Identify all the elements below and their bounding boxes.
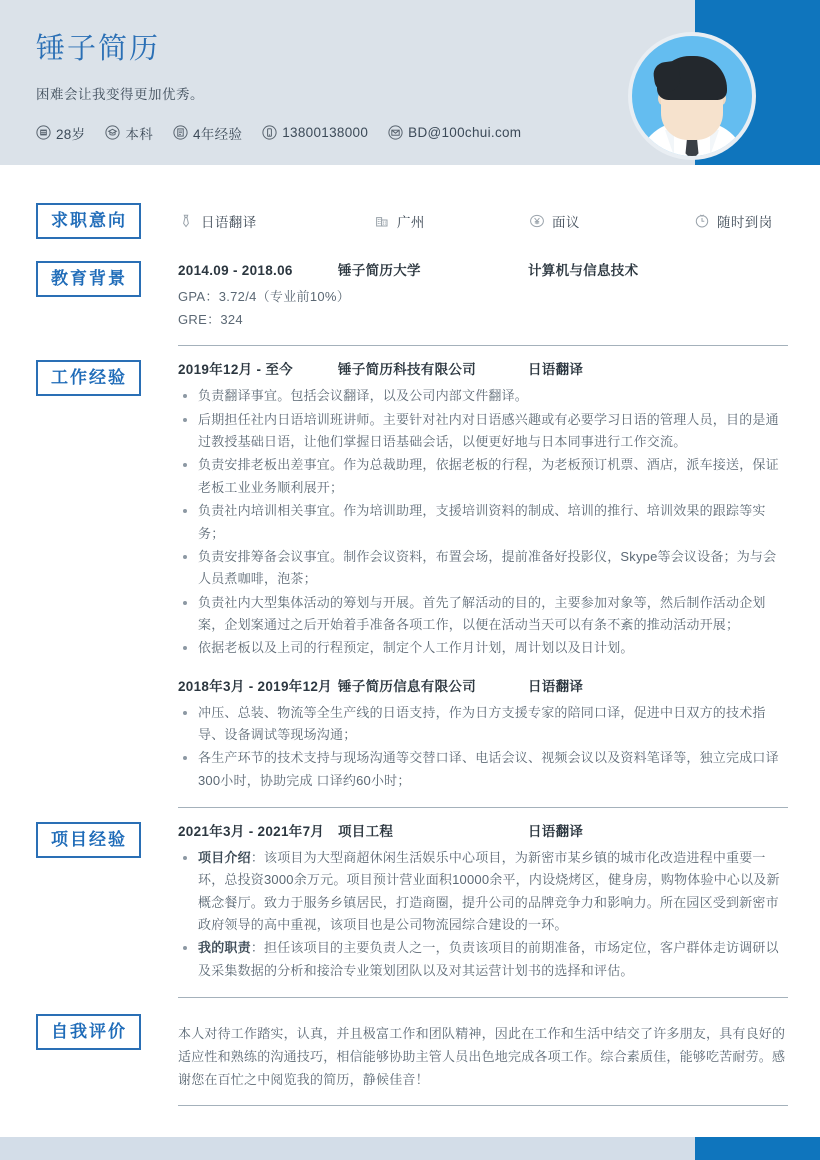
mail-icon — [388, 125, 403, 140]
document-icon — [173, 125, 188, 140]
project-date: 2021年3月 - 2021年7月 — [178, 824, 325, 840]
meta-experience-label: 4年经验 — [193, 126, 243, 142]
project-name: 项目工程 — [338, 824, 394, 840]
clock-icon — [694, 213, 710, 229]
meta-item-email — [388, 125, 521, 140]
list-item: 各生产环节的技术支持与现场沟通等交替口译、电话会议、视频会议以及资料笔译等，独立完成口译300小时，协助完成 口译约60小时； — [178, 747, 788, 792]
meta-degree-label: 本科 — [125, 126, 154, 142]
intent-item-city — [374, 211, 529, 231]
page-title: 锤子简历 — [36, 33, 161, 65]
intent-position-label: 日语翻译 — [201, 215, 257, 230]
list-item: 冲压、总装、物流等全生产线的日语支持，作为日方支援专家的陪同口译，促进中日双方的技术指导、设备调试等现场沟通； — [178, 702, 788, 747]
resume-header — [0, 0, 820, 165]
intent-salary-label: 面议 — [552, 215, 580, 230]
intent-item-position — [178, 211, 374, 231]
meta-item-phone — [262, 125, 368, 140]
meta-item-experience — [173, 123, 242, 143]
avatar — [628, 32, 756, 160]
tie-icon — [178, 213, 194, 229]
education-major: 计算机与信息技术 — [528, 263, 639, 278]
project-role: 日语翻译 — [528, 824, 584, 840]
education-school: 锤子简历大学 — [338, 263, 421, 278]
footer-accent-band — [695, 1137, 820, 1160]
avatar-illustration — [632, 36, 752, 156]
education-gpa: GPA：3.72/4（专业前10%） — [178, 288, 351, 304]
section-label-intention: 求职意向 — [36, 203, 141, 239]
education-entry-head — [178, 261, 788, 282]
section-work-experience — [36, 346, 788, 808]
project-bullet-title: 项目介绍 — [198, 849, 251, 865]
divider-after-education — [178, 345, 788, 346]
divider-after-self-evaluation — [178, 1105, 788, 1106]
resume-footer — [0, 1137, 820, 1160]
meta-item-degree — [105, 123, 153, 143]
work-role: 日语翻译 — [528, 678, 584, 694]
list-item — [178, 847, 788, 936]
work-entry — [178, 356, 788, 659]
building-icon — [374, 213, 390, 229]
meta-email-label: BD@100chui.com — [408, 125, 522, 141]
list-item: 负责社内大型集体活动的筹划与开展。首先了解活动的目的，主要参加对象等，然后制作活动企划案，企划案通过之后开始着手准备各项工作，以便在活动当天可以有条不紊的推动活动开展； — [178, 592, 788, 637]
project-entry-head — [178, 822, 788, 843]
section-body-project — [178, 818, 788, 998]
section-body-work — [178, 356, 788, 808]
graduation-icon — [105, 125, 120, 140]
project-entry — [178, 818, 788, 982]
education-entry — [178, 257, 788, 331]
section-project-experience — [36, 808, 788, 998]
work-entry-head — [178, 677, 788, 698]
list-item: 后期担任社内日语培训班讲师。主要针对社内对日语感兴趣或有必要学习日语的管理人员，目的是通过教授基础日语，让他们掌握日语基础会话，以便更好地与日本同事进行工作交流。 — [178, 409, 788, 454]
education-gre: GRE：324 — [178, 311, 243, 327]
work-role: 日语翻译 — [528, 362, 584, 378]
header-meta-row — [36, 123, 521, 143]
work-date: 2018年3月 - 2019年12月 — [178, 678, 332, 694]
work-entry-head — [178, 360, 788, 381]
intent-availability-label: 随时到岗 — [717, 215, 773, 230]
section-body-education — [178, 257, 788, 346]
project-bullet-text: ：该项目为大型商超休闲生活娱乐中心项目，为新密市某乡镇的城市化改造进程中重要一环，总投资3000余万元。项目预计营业面积10000余平，内设烧烤区，健身房，购物体验中心以及新概念餐厅。致力于服务乡镇居民，打造商圈，提升公司的品牌竞争力和影响力。所在园区受到新密市政府领导的高中重视，该项目也是公司物流园综合建设的一环。 — [198, 849, 780, 933]
list-item: 负责翻译事宜。包括会议翻译，以及公司内部文件翻译。 — [178, 385, 788, 407]
meta-phone-label: 13800138000 — [282, 125, 369, 141]
work-bullets — [178, 381, 788, 659]
work-bullets — [178, 698, 788, 792]
section-label-col-project — [36, 818, 178, 858]
section-self-evaluation — [36, 998, 788, 1106]
section-label-col-self-eval — [36, 1010, 178, 1050]
list-item: 负责安排筹备会议事宜。制作会议资料，布置会场，提前准备好投影仪，Skype等会议设备；为与会人员煮咖啡，泡茶； — [178, 546, 788, 591]
intent-item-salary — [529, 211, 694, 231]
section-label-col-intention — [36, 199, 178, 239]
section-label-col-education — [36, 257, 178, 297]
project-bullet-title: 我的职责 — [198, 940, 251, 956]
intent-item-availability — [694, 211, 773, 231]
header-text-block — [36, 32, 521, 143]
header-tagline: 困难会让我变得更加优秀。 — [36, 86, 204, 102]
phone-icon — [262, 125, 277, 140]
list-item — [178, 937, 788, 982]
calendar-icon — [36, 125, 51, 140]
work-company: 锤子简历科技有限公司 — [338, 362, 476, 378]
meta-age-label: 28岁 — [56, 126, 86, 142]
yen-icon — [529, 213, 545, 229]
section-body-intention — [178, 199, 788, 249]
intent-city-label: 广州 — [397, 215, 425, 230]
list-item: 依据老板以及上司的行程预定，制定个人工作月计划，周计划以及日计划。 — [178, 637, 788, 659]
list-item: 负责安排老板出差事宜。作为总裁助理，依据老板的行程，为老板预订机票、酒店，派车接送，保证老板工业业务顺利展开； — [178, 454, 788, 499]
resume-body — [0, 165, 820, 1106]
meta-item-age — [36, 123, 85, 143]
section-job-intention — [36, 165, 788, 249]
education-date: 2014.09 - 2018.06 — [178, 263, 293, 278]
list-item: 负责社内培训相关事宜。作为培训助理，支援培训资料的制成、培训的推行、培训效果的跟踪等实务； — [178, 500, 788, 545]
job-intention-row — [178, 199, 788, 249]
project-bullet-text: ：担任该项目的主要负责人之一，负责该项目的前期准备，市场定位，客户群体走访调研以及采集数据的分析和接洽专业策划团队以及对其运营计划书的选择和评估。 — [198, 940, 779, 978]
section-education — [36, 249, 788, 346]
section-label-col-work — [36, 356, 178, 396]
section-label-work: 工作经验 — [36, 360, 141, 396]
work-entry — [178, 677, 788, 792]
work-date: 2019年12月 - 至今 — [178, 362, 293, 378]
project-bullets — [178, 843, 788, 982]
education-details — [178, 282, 788, 332]
divider-after-project — [178, 997, 788, 998]
work-company: 锤子简历信息有限公司 — [338, 678, 476, 694]
divider-after-work — [178, 807, 788, 808]
section-body-self-eval — [178, 1010, 788, 1106]
self-evaluation-text: 本人对待工作踏实，认真，并且极富工作和团队精神，因此在工作和生活中结交了许多朋友，具有良好的适应性和熟练的沟通技巧，相信能够协助主管人员出色地完成各项工作。综合素质佳，能够吃苦耐劳。感谢您在百忙之中阅览我的简历，静候佳音！ — [178, 1026, 786, 1088]
section-label-self-evaluation: 自我评价 — [36, 1014, 141, 1050]
section-label-project: 项目经验 — [36, 822, 141, 858]
section-label-education: 教育背景 — [36, 261, 141, 297]
